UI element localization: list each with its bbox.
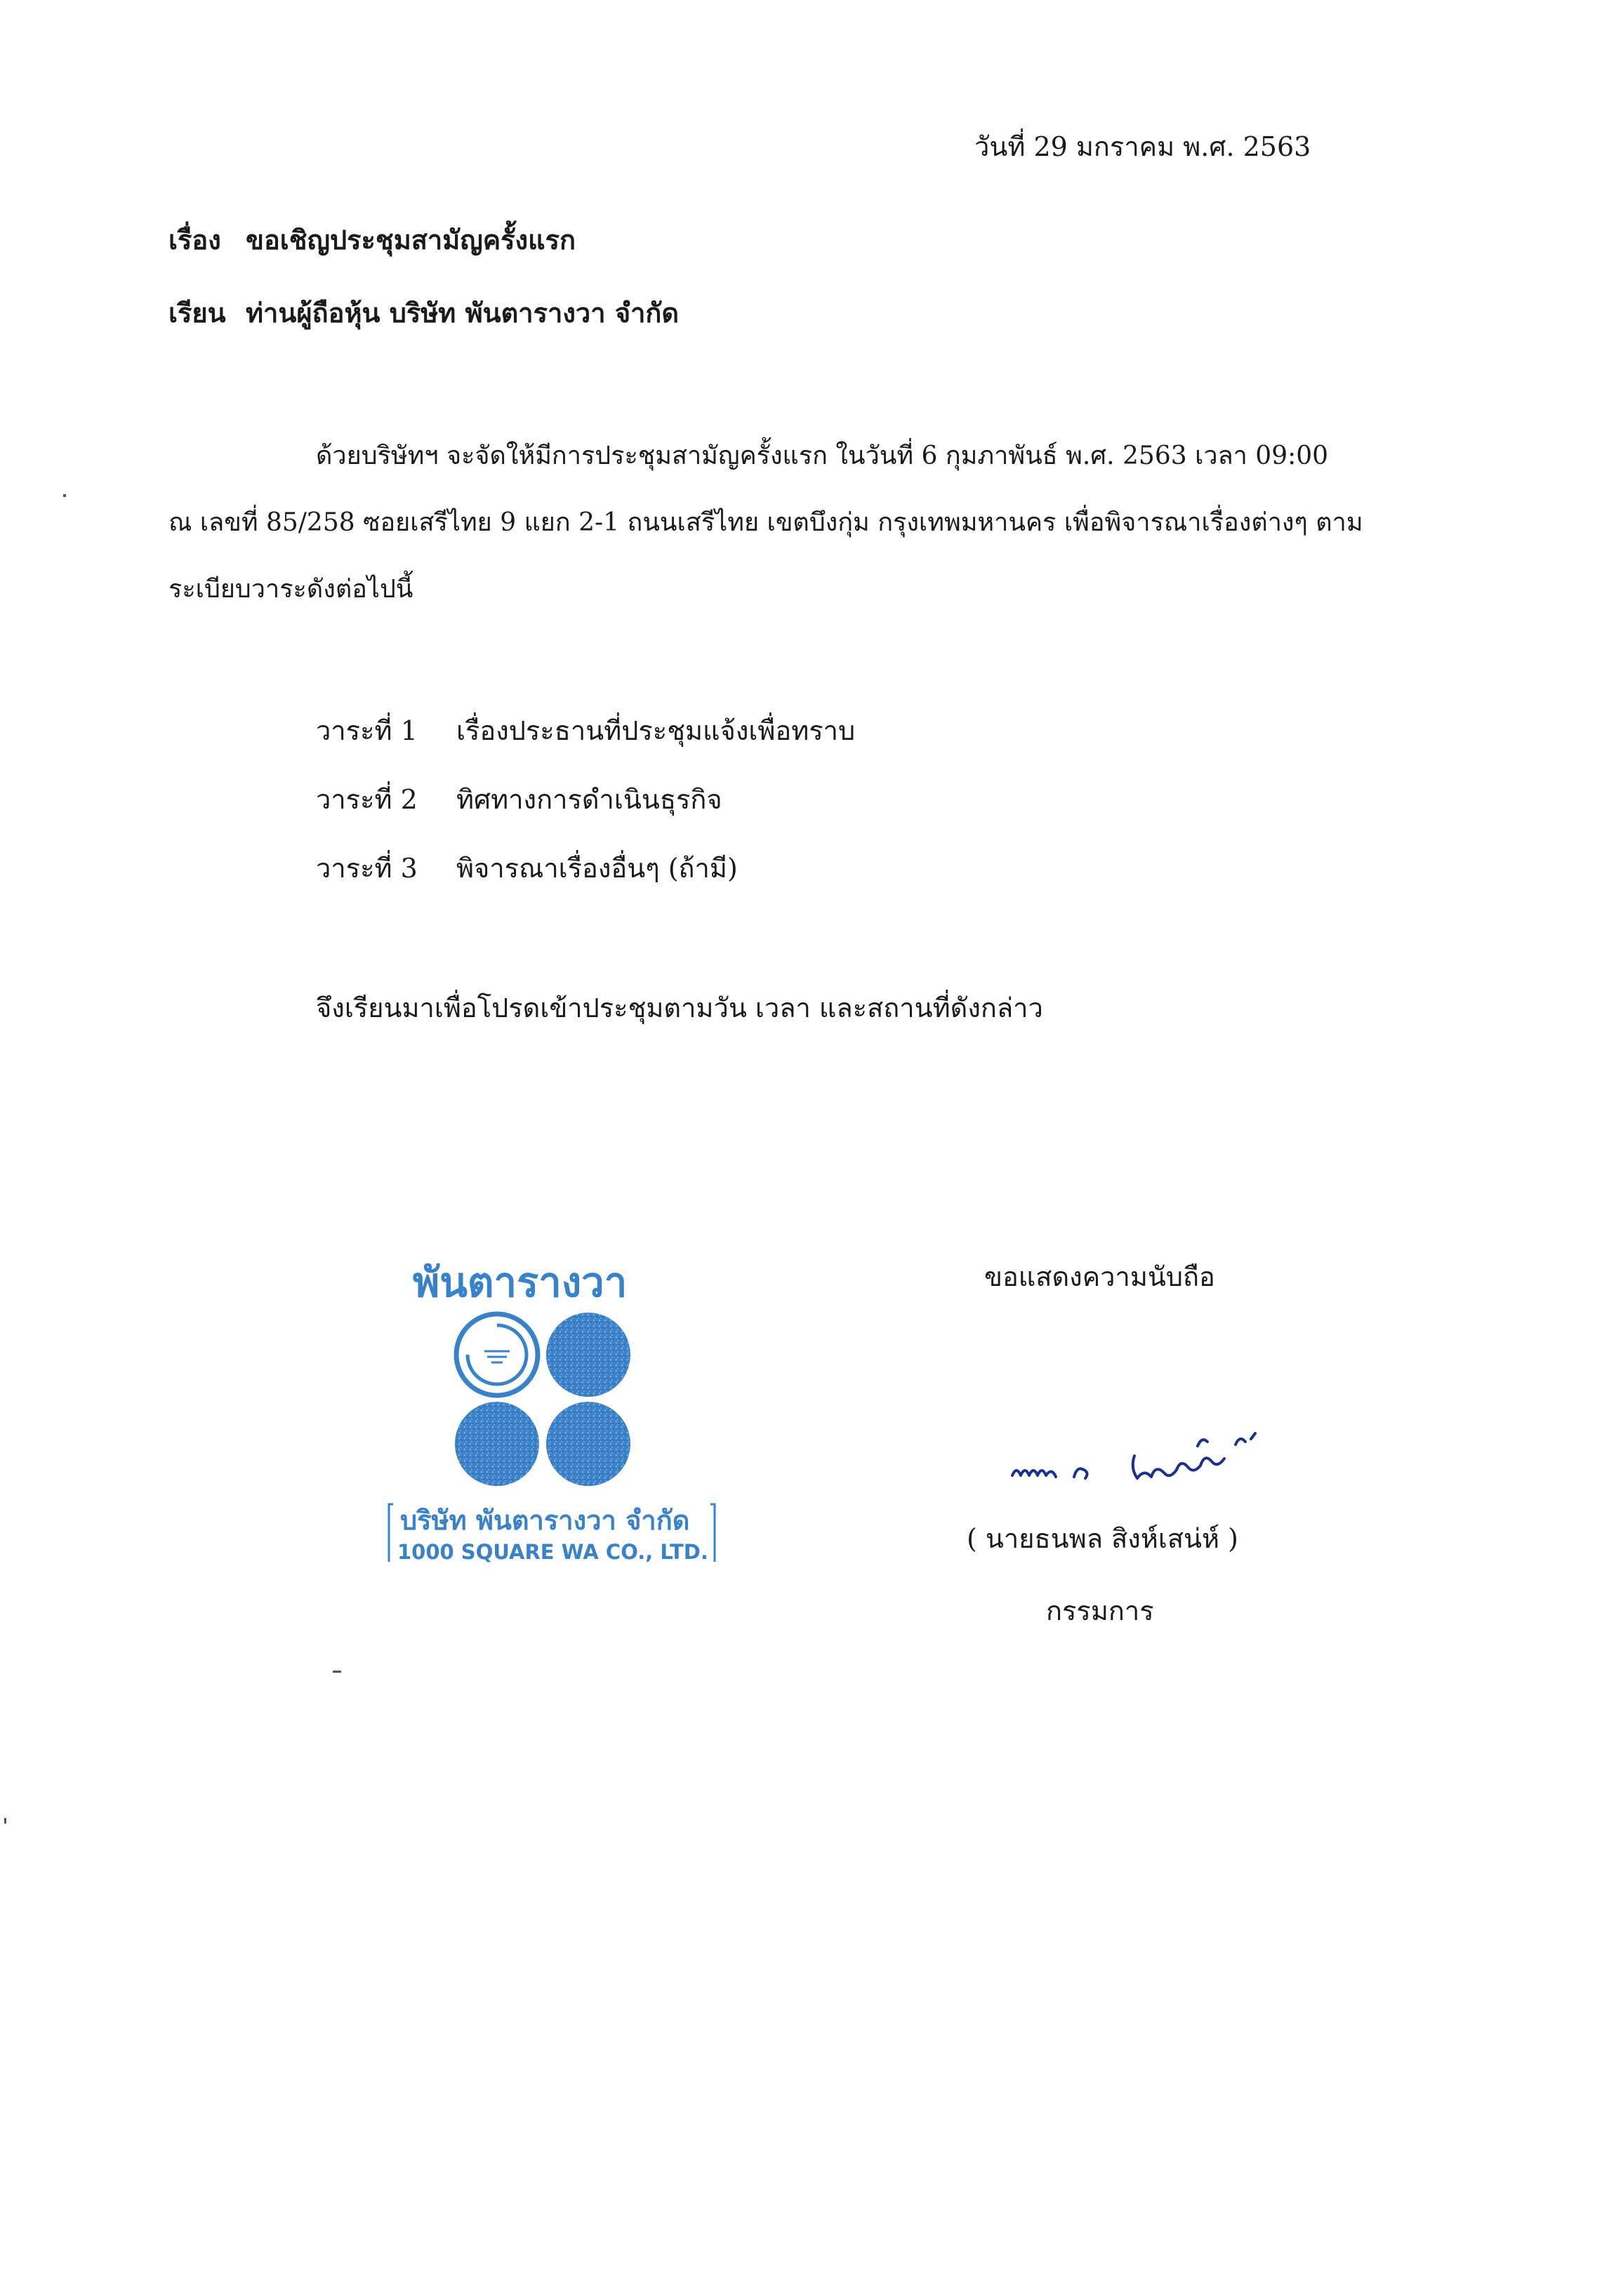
- stamp-spiral-icon: [456, 1314, 538, 1395]
- handwritten-signature: [1004, 1432, 1285, 1495]
- stamp-company-en: 1000 SQUARE WA CO., LTD.: [397, 1540, 708, 1564]
- body-line-1: ด้วยบริษัทฯ จะจัดให้มีการประชุมสามัญครั้งแรก ในวันที่ 6 กุมภาพันธ์ พ.ศ. 2563 เวลา 09:00: [316, 442, 1329, 470]
- agenda-item-1: เรื่องประธานที่ประชุมแจ้งเพื่อทราบ: [456, 715, 856, 746]
- agenda-label-2: วาระที่ 2: [316, 784, 418, 815]
- agenda-item-3: พิจารณาเรื่องอื่นๆ (ถ้ามี): [456, 853, 738, 884]
- scan-speck: [63, 494, 66, 497]
- stamp-brand: พันตารางวา: [413, 1259, 628, 1306]
- recipient-text: ท่านผู้ถือหุ้น บริษัท พันตารางวา จำกัด: [246, 297, 680, 329]
- scan-speck: [333, 1671, 341, 1673]
- body-line-3: ระเบียบวาระดังต่อไปนี้: [168, 575, 413, 604]
- agenda-label-1: วาระที่ 1: [316, 715, 418, 746]
- scan-speck: [4, 1818, 6, 1824]
- company-stamp: [379, 1246, 723, 1569]
- agenda-item-2: ทิศทางการดำเนินธุรกิจ: [456, 784, 722, 815]
- stamp-company-th: บริษัท พันตารางวา จำกัด: [400, 1505, 690, 1536]
- stamp-dot-circle-icon: [546, 1402, 630, 1486]
- recipient-label: เรียน: [168, 297, 226, 329]
- signatory-name: ( นายธนพล สิงห์เสน่ห์ ): [967, 1523, 1238, 1554]
- subject-text: ขอเชิญประชุมสามัญครั้งแรก: [246, 224, 576, 256]
- stamp-dot-circle-icon: [546, 1313, 630, 1397]
- regards: ขอแสดงความนับถือ: [984, 1261, 1215, 1292]
- closing-line: จึงเรียนมาเพื่อโปรดเข้าประชุมตามวัน เวลา และสถานที่ดังกล่าว: [316, 993, 1043, 1023]
- agenda-label-3: วาระที่ 3: [316, 853, 418, 884]
- stamp-dot-circle-icon: [455, 1402, 539, 1486]
- subject-label: เรื่อง: [168, 224, 221, 256]
- body-line-2: ณ เลขที่ 85/258 ซอยเสรีไทย 9 แยก 2-1 ถนนเสรีไทย เขตบึงกุ่ม กรุงเทพมหานคร เพื่อพิจารณาเรื่องต่างๆ ตาม: [168, 508, 1363, 537]
- signatory-title: กรรมการ: [1046, 1595, 1154, 1626]
- letter-date: วันที่ 29 มกราคม พ.ศ. 2563: [974, 131, 1311, 162]
